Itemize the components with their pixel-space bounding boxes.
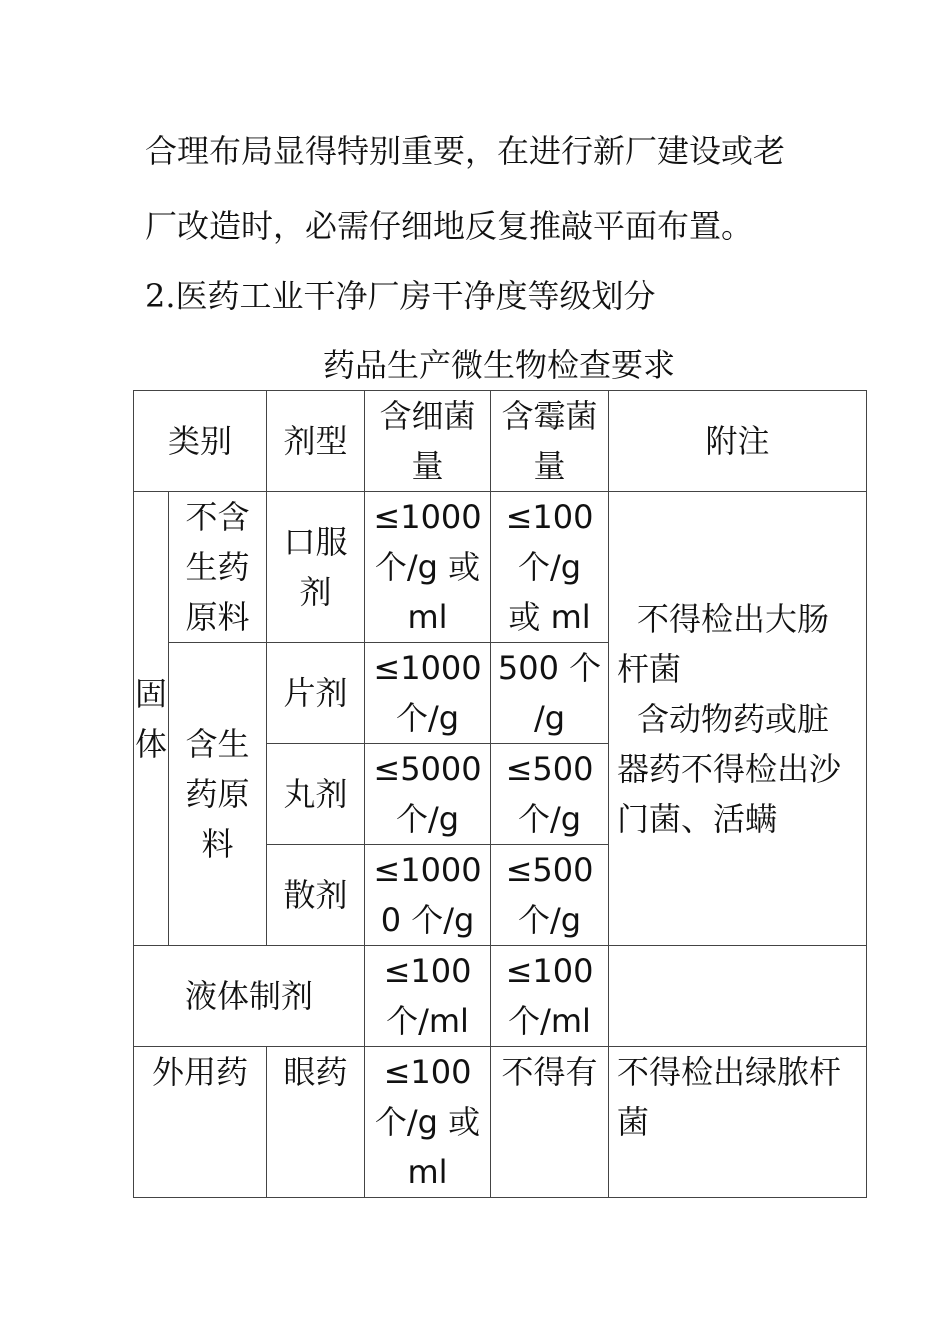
powder-bacteria-line: ≤1000 (373, 851, 482, 889)
table-header-row (134, 391, 867, 492)
oral-mold-line: 或 ml (508, 598, 591, 636)
with-raw-label-line: 料 (201, 825, 234, 863)
pill-mold-line: ≤500 (505, 750, 594, 788)
liquid-bacteria-line: 个/ml (386, 1002, 469, 1040)
solid-note-line: 门菌、活螨 (617, 799, 778, 838)
eye-bacteria-line: 个/g 或 (374, 1103, 481, 1141)
tablet-bacteria (365, 643, 491, 744)
no-raw-label-line: 生药 (185, 548, 250, 586)
pill-bacteria-line: 个/g (395, 800, 460, 838)
tablet-bacteria-line: 个/g (395, 699, 460, 737)
tablet-mold-line: /g (533, 699, 566, 737)
liquid-bacteria-line: ≤100 (383, 952, 472, 990)
no-raw-label (169, 492, 267, 643)
header-bacteria-line: 含细菌 (379, 397, 476, 435)
eye-bacteria (365, 1047, 491, 1198)
liquid-mold-line: 个/ml (508, 1002, 591, 1040)
liquid-mold (491, 946, 609, 1047)
oral-bacteria-line: 个/g 或 (374, 548, 481, 586)
solid-note-line: 器药不得检出沙 (617, 749, 842, 788)
powder-mold-line: 个/g (517, 901, 582, 939)
header-mold-line: 含霉菌 (501, 397, 598, 435)
header-mold-line: 量 (533, 447, 566, 485)
solid-note-line: 不得检出大肠 (637, 599, 830, 638)
external-note-line: 不得检出绿脓杆 (617, 1053, 842, 1091)
powder-bacteria (365, 845, 491, 946)
no-raw-label-line: 不含 (185, 498, 250, 536)
solid-label-char: 体 (134, 724, 167, 763)
pill-mold (491, 744, 609, 845)
liquid-label: 液体制剂 (134, 946, 365, 1047)
header-note: 附注 (609, 391, 867, 492)
header-bacteria-line: 量 (411, 447, 444, 485)
section-heading (145, 276, 656, 316)
oral-bacteria (365, 492, 491, 643)
liquid-mold-line: ≤100 (505, 952, 594, 990)
solid-note (609, 492, 867, 946)
powder-bacteria-line: 0 个/g (380, 901, 475, 939)
pill-form: 丸剂 (267, 744, 365, 845)
pill-bacteria (365, 744, 491, 845)
solid-label (134, 492, 169, 946)
external-note-line: 菌 (617, 1103, 650, 1141)
body-text-line-2: 厂改造时，必需仔细地反复推敲平面布置。 (145, 207, 754, 245)
solid-label-char: 固 (134, 674, 167, 713)
no-raw-label-line: 原料 (185, 598, 250, 636)
powder-mold (491, 845, 609, 946)
powder-mold-line: ≤500 (505, 851, 594, 889)
table-caption: 药品生产微生物检查要求 (322, 346, 675, 384)
eye-form: 眼药 (267, 1047, 365, 1198)
with-raw-label (169, 643, 267, 946)
eye-bacteria-line: ≤100 (383, 1053, 472, 1091)
solid-note-line: 杆菌 (617, 649, 682, 688)
table-row (134, 946, 867, 1047)
eye-bacteria-line: ml (407, 1153, 448, 1191)
external-note (609, 1047, 867, 1198)
liquid-note (609, 946, 867, 1047)
pill-mold-line: 个/g (517, 800, 582, 838)
oral-form-line: 口服 (283, 523, 348, 561)
powder-form: 散剂 (267, 845, 365, 946)
microbial-requirements-table (133, 390, 867, 1198)
tablet-mold-line: 500 个 (497, 649, 602, 687)
tablet-mold (491, 643, 609, 744)
eye-mold: 不得有 (491, 1047, 609, 1198)
section-title: 医药工业干净厂房干净度等级划分 (175, 277, 656, 315)
header-bacteria (365, 391, 491, 492)
table-row (134, 492, 867, 643)
oral-mold-line: 个/g (517, 548, 582, 586)
oral-form (267, 492, 365, 643)
oral-mold (491, 492, 609, 643)
tablet-bacteria-line: ≤1000 (373, 649, 482, 687)
oral-form-line: 剂 (299, 573, 332, 611)
oral-mold-line: ≤100 (505, 498, 594, 536)
header-mold (491, 391, 609, 492)
header-category: 类别 (134, 391, 267, 492)
header-form: 剂型 (267, 391, 365, 492)
pill-bacteria-line: ≤5000 (373, 750, 482, 788)
solid-note-line: 含动物药或脏 (637, 699, 830, 738)
oral-bacteria-line: ml (407, 598, 448, 636)
liquid-bacteria (365, 946, 491, 1047)
with-raw-label-line: 含生 (185, 725, 250, 763)
body-text-line-1: 合理布局显得特别重要，在进行新厂建设或老 (145, 132, 786, 170)
section-number: 2. (145, 277, 176, 315)
tablet-form: 片剂 (267, 643, 365, 744)
external-label: 外用药 (134, 1047, 267, 1198)
with-raw-label-line: 药原 (185, 775, 250, 813)
oral-bacteria-line: ≤1000 (373, 498, 482, 536)
table-row (134, 1047, 867, 1198)
